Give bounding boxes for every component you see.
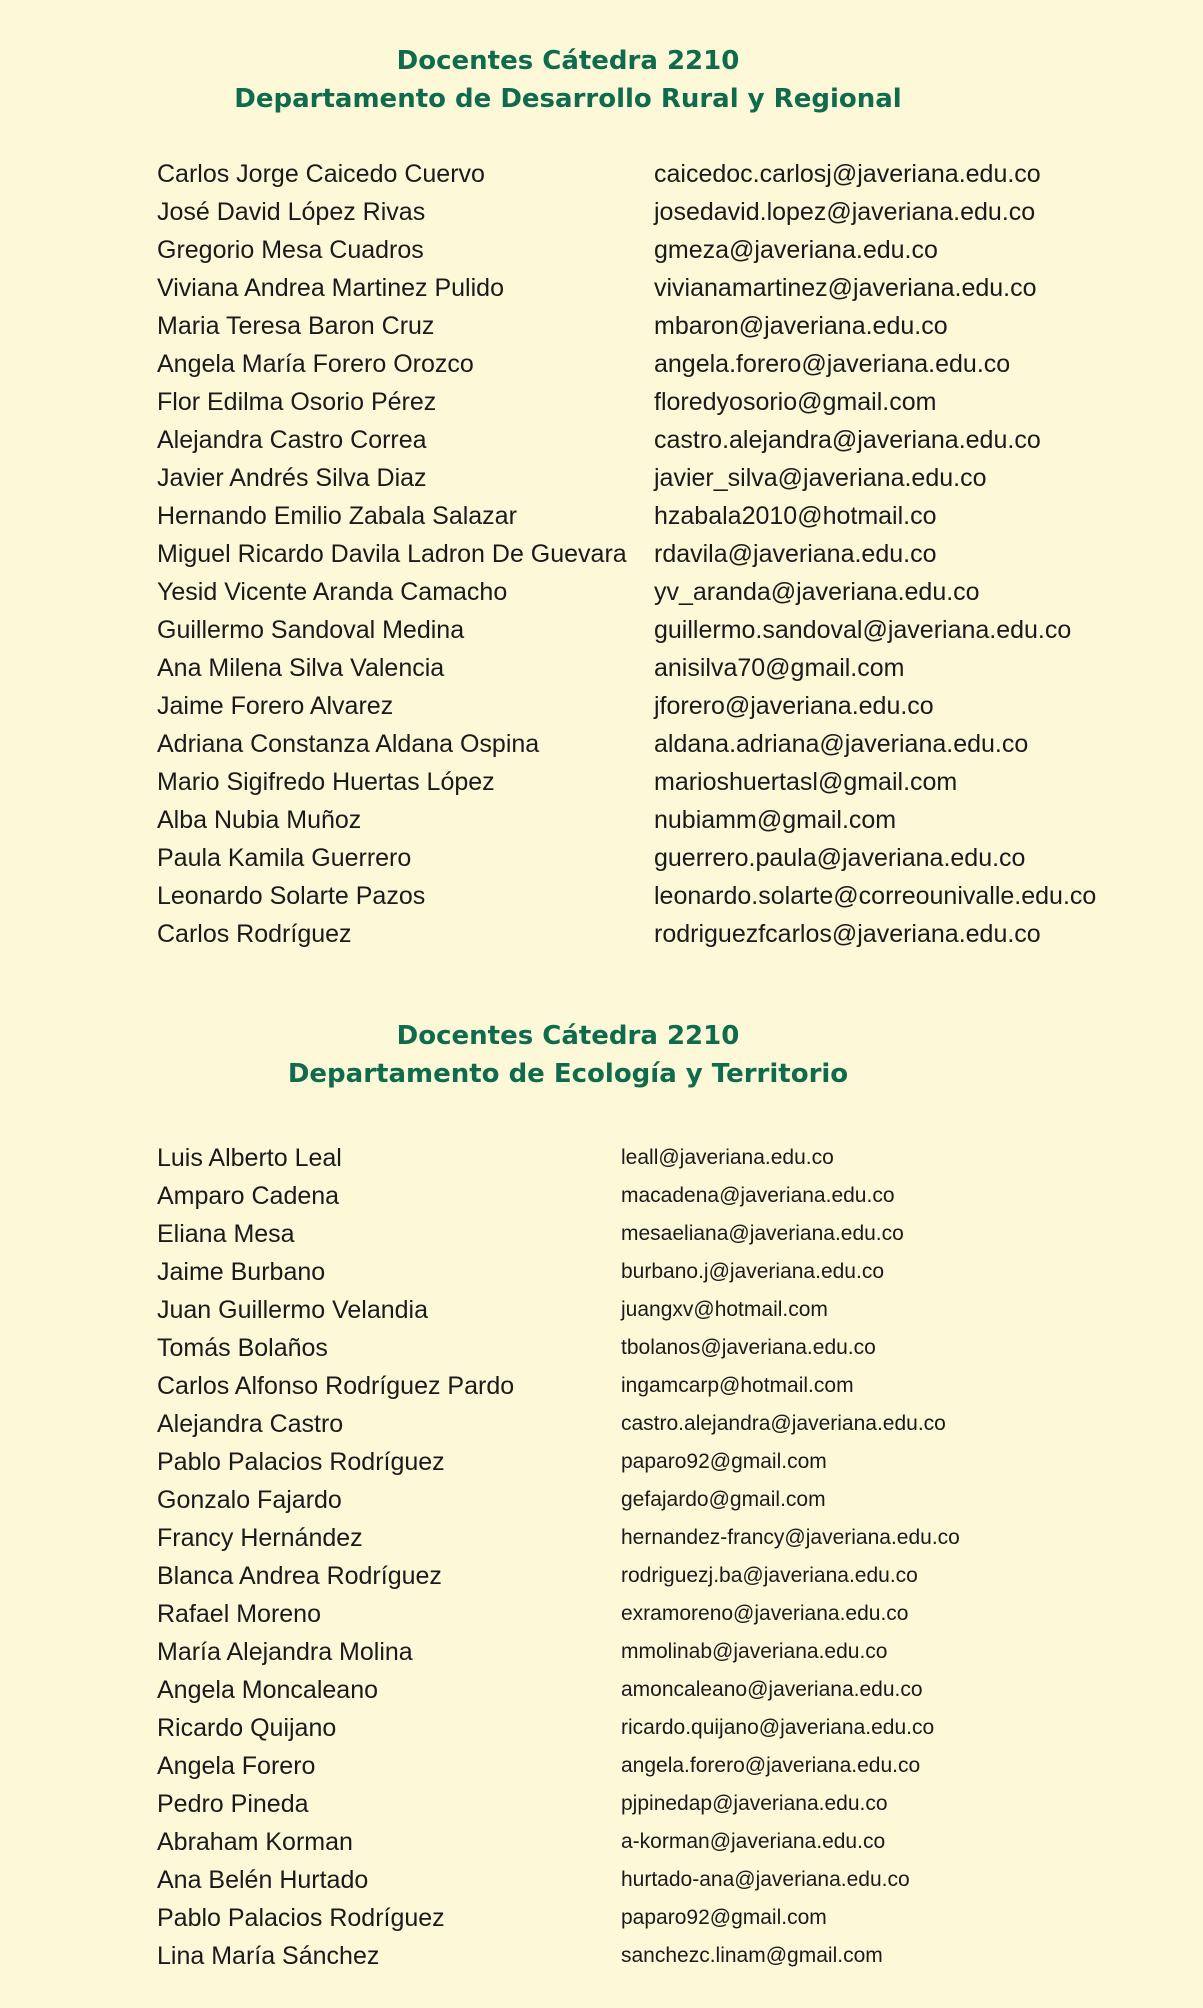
section-subtitle: Departamento de Ecología y Territorio [287, 1059, 849, 1089]
section-heading [0, 42, 1136, 118]
section-title: Docentes Cátedra 2210 [396, 46, 740, 76]
faculty-name: Miguel Ricardo Davila Ladron De Guevara [157, 540, 627, 568]
faculty-email[interactable]: juangxv@hotmail.com [621, 1298, 828, 1321]
faculty-name: Francy Hernández [157, 1524, 363, 1552]
faculty-name: Blanca Andrea Rodríguez [157, 1562, 442, 1590]
faculty-email[interactable]: josedavid.lopez@javeriana.edu.co [654, 198, 1036, 226]
faculty-email[interactable]: javier_silva@javeriana.edu.co [654, 464, 987, 492]
faculty-email[interactable]: castro.alejandra@javeriana.edu.co [621, 1412, 946, 1435]
faculty-name: Pablo Palacios Rodríguez [157, 1904, 445, 1932]
faculty-email[interactable]: aldana.adriana@javeriana.edu.co [654, 730, 1029, 758]
faculty-name: Ana Milena Silva Valencia [157, 654, 445, 682]
faculty-email[interactable]: a-korman@javeriana.edu.co [621, 1830, 886, 1853]
faculty-name: Amparo Cadena [157, 1182, 340, 1210]
faculty-email[interactable]: burbano.j@javeriana.edu.co [621, 1260, 884, 1283]
faculty-name: Gregorio Mesa Cuadros [157, 236, 424, 264]
faculty-email[interactable]: guerrero.paula@javeriana.edu.co [654, 844, 1026, 872]
faculty-name: Tomás Bolaños [157, 1334, 328, 1362]
faculty-name: Carlos Rodríguez [157, 920, 352, 948]
faculty-email[interactable]: rodriguezfcarlos@javeriana.edu.co [654, 920, 1041, 948]
faculty-name: Luis Alberto Leal [157, 1144, 342, 1172]
faculty-name: Lina María Sánchez [157, 1942, 380, 1970]
faculty-email[interactable]: ingamcarp@hotmail.com [621, 1374, 854, 1397]
faculty-name: Angela Moncaleano [157, 1676, 378, 1704]
faculty-name: Ana Belén Hurtado [157, 1866, 369, 1894]
section-heading [0, 1017, 1136, 1093]
faculty-name: María Alejandra Molina [157, 1638, 413, 1666]
faculty-name: Eliana Mesa [157, 1220, 295, 1248]
faculty-name: Adriana Constanza Aldana Ospina [157, 730, 540, 758]
faculty-email[interactable]: rdavila@javeriana.edu.co [654, 540, 937, 568]
section-subtitle: Departamento de Desarrollo Rural y Regional [234, 84, 902, 114]
faculty-name: Angela María Forero Orozco [157, 350, 474, 378]
faculty-email[interactable]: paparo92@gmail.com [621, 1450, 827, 1473]
faculty-email[interactable]: mmolinab@javeriana.edu.co [621, 1640, 888, 1663]
faculty-name: Guillermo Sandoval Medina [157, 616, 465, 644]
faculty-email[interactable]: leonardo.solarte@correounivalle.edu.co [654, 882, 1097, 910]
faculty-email[interactable]: floredyosorio@gmail.com [654, 388, 937, 416]
faculty-name: Jaime Forero Alvarez [157, 692, 394, 720]
faculty-name: Yesid Vicente Aranda Camacho [157, 578, 508, 606]
faculty-name: Mario Sigifredo Huertas López [157, 768, 495, 796]
faculty-name: Juan Guillermo Velandia [157, 1296, 428, 1324]
faculty-name: Gonzalo Fajardo [157, 1486, 342, 1514]
faculty-email[interactable]: vivianamartinez@javeriana.edu.co [654, 274, 1037, 302]
faculty-name: Maria Teresa Baron Cruz [157, 312, 435, 340]
faculty-email[interactable]: mbaron@javeriana.edu.co [654, 312, 948, 340]
faculty-email[interactable]: rodriguezj.ba@javeriana.edu.co [621, 1564, 918, 1587]
faculty-name: Abraham Korman [157, 1828, 353, 1856]
faculty-name: Alejandra Castro Correa [157, 426, 427, 454]
faculty-name: Leonardo Solarte Pazos [157, 882, 426, 910]
faculty-name: Alba Nubia Muñoz [157, 806, 362, 834]
faculty-name: Javier Andrés Silva Diaz [157, 464, 427, 492]
faculty-email[interactable]: pjpinedap@javeriana.edu.co [621, 1792, 888, 1815]
faculty-email[interactable]: exramoreno@javeriana.edu.co [621, 1602, 909, 1625]
faculty-name: Carlos Alfonso Rodríguez Pardo [157, 1372, 515, 1400]
faculty-email[interactable]: hernandez-francy@javeriana.edu.co [621, 1526, 960, 1549]
faculty-name: Pablo Palacios Rodríguez [157, 1448, 445, 1476]
faculty-name: Alejandra Castro [157, 1410, 344, 1438]
faculty-email[interactable]: amoncaleano@javeriana.edu.co [621, 1678, 923, 1701]
faculty-email[interactable]: guillermo.sandoval@javeriana.edu.co [654, 616, 1072, 644]
faculty-name: Ricardo Quijano [157, 1714, 337, 1742]
faculty-name: José David López Rivas [157, 198, 426, 226]
faculty-email[interactable]: angela.forero@javeriana.edu.co [621, 1754, 921, 1777]
faculty-email[interactable]: ricardo.quijano@javeriana.edu.co [621, 1716, 935, 1739]
faculty-email[interactable]: hurtado-ana@javeriana.edu.co [621, 1868, 910, 1891]
faculty-email[interactable]: leall@javeriana.edu.co [621, 1146, 834, 1169]
faculty-name: Carlos Jorge Caicedo Cuervo [157, 160, 485, 188]
faculty-email[interactable]: caicedoc.carlosj@javeriana.edu.co [654, 160, 1041, 188]
faculty-name: Pedro Pineda [157, 1790, 309, 1818]
faculty-email[interactable]: jforero@javeriana.edu.co [654, 692, 934, 720]
faculty-name: Angela Forero [157, 1752, 316, 1780]
faculty-email[interactable]: gmeza@javeriana.edu.co [654, 236, 938, 264]
faculty-email[interactable]: nubiamm@gmail.com [654, 806, 897, 834]
faculty-name: Jaime Burbano [157, 1258, 326, 1286]
faculty-name: Rafael Moreno [157, 1600, 321, 1628]
faculty-email[interactable]: angela.forero@javeriana.edu.co [654, 350, 1011, 378]
faculty-email[interactable]: tbolanos@javeriana.edu.co [621, 1336, 876, 1359]
faculty-email[interactable]: macadena@javeriana.edu.co [621, 1184, 895, 1207]
faculty-email[interactable]: paparo92@gmail.com [621, 1906, 827, 1929]
faculty-name: Viviana Andrea Martinez Pulido [157, 274, 504, 302]
faculty-email[interactable]: marioshuertasl@gmail.com [654, 768, 958, 796]
faculty-email[interactable]: anisilva70@gmail.com [654, 654, 905, 682]
faculty-email[interactable]: hzabala2010@hotmail.co [654, 502, 937, 530]
faculty-email[interactable]: mesaeliana@javeriana.edu.co [621, 1222, 904, 1245]
faculty-name: Paula Kamila Guerrero [157, 844, 412, 872]
faculty-name: Hernando Emilio Zabala Salazar [157, 502, 517, 530]
section-title: Docentes Cátedra 2210 [396, 1021, 740, 1051]
faculty-email[interactable]: sanchezc.linam@gmail.com [621, 1944, 883, 1967]
faculty-name: Flor Edilma Osorio Pérez [157, 388, 437, 416]
faculty-email[interactable]: castro.alejandra@javeriana.edu.co [654, 426, 1041, 454]
faculty-email[interactable]: yv_aranda@javeriana.edu.co [654, 578, 980, 606]
faculty-email[interactable]: gefajardo@gmail.com [621, 1488, 826, 1511]
